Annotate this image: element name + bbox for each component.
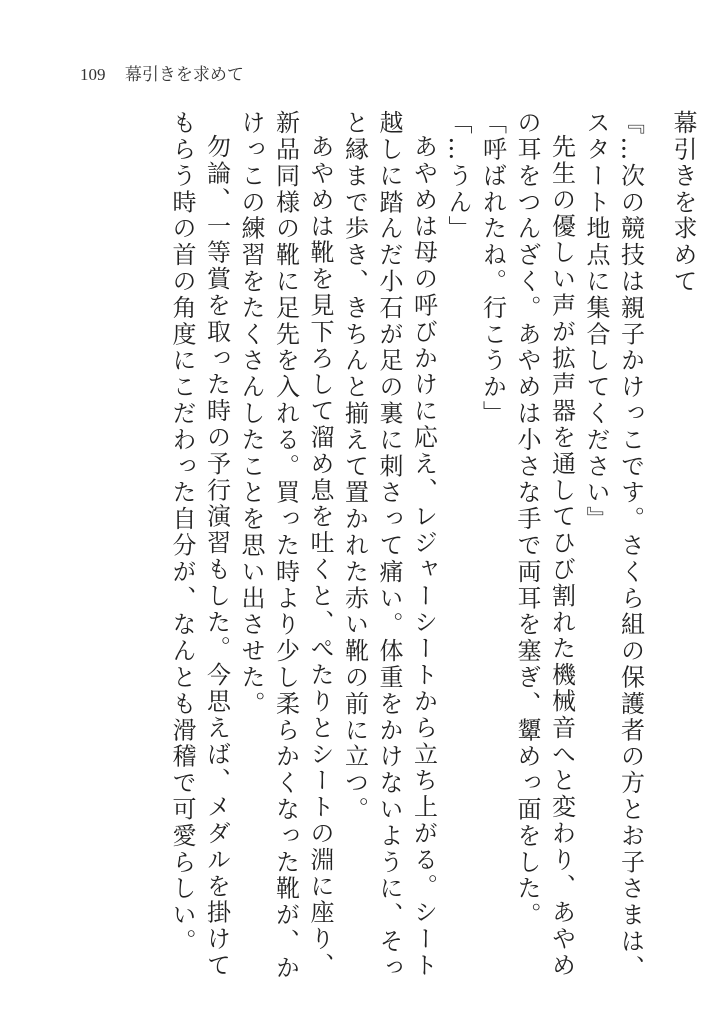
running-header bbox=[80, 60, 244, 85]
page-number: 109 bbox=[80, 65, 106, 84]
paragraph-ayame-dialogue: 「…うん」 bbox=[444, 110, 472, 242]
paragraph-loudspeaker: 先生の優しい声が拡声器を通してひび割れた機械音へと変わり、あやめの耳をつんざく。あやめは小さな手で両耳を塞ぎ、顰めっ面をした。 bbox=[513, 110, 576, 979]
vertical-body-text bbox=[50, 110, 700, 990]
paragraph-rehearsal: 勿論、一等賞を取った時の予行演習もした。今思えば、メダルを掛けてもらう時の首の角度にこだわった自分が、なんとも滑稽で可愛らしい。 bbox=[168, 110, 231, 979]
chapter-title: 幕引きを求めて bbox=[669, 110, 697, 295]
running-title: 幕引きを求めて bbox=[124, 65, 244, 85]
paragraph-stand-up: あやめは母の呼びかけに応え、レジャーシートから立ち上がる。シート越しに踏んだ小石が足の裏に刺さって痛い。体重をかけないように、そっと縁まで歩き、きちんと揃えて置かれた赤い靴の前に立つ。 bbox=[340, 110, 438, 982]
paragraph-announcement: 『…次の競技は親子かけっこです。さくら組の保護者の方とお子さまは、スタート地点に集合してください』 bbox=[582, 110, 645, 982]
paragraph-shoes: あやめは靴を見下ろして溜め息を吐くと、ぺたりとシートの淵に座り、新品同様の靴に足先を入れる。買った時より少し柔らかくなった靴が、かけっこの練習をたくさんしたことを思い出させた。 bbox=[237, 110, 334, 982]
paragraph-mother-dialogue: 「呼ばれたね。行こうか」 bbox=[478, 110, 507, 427]
